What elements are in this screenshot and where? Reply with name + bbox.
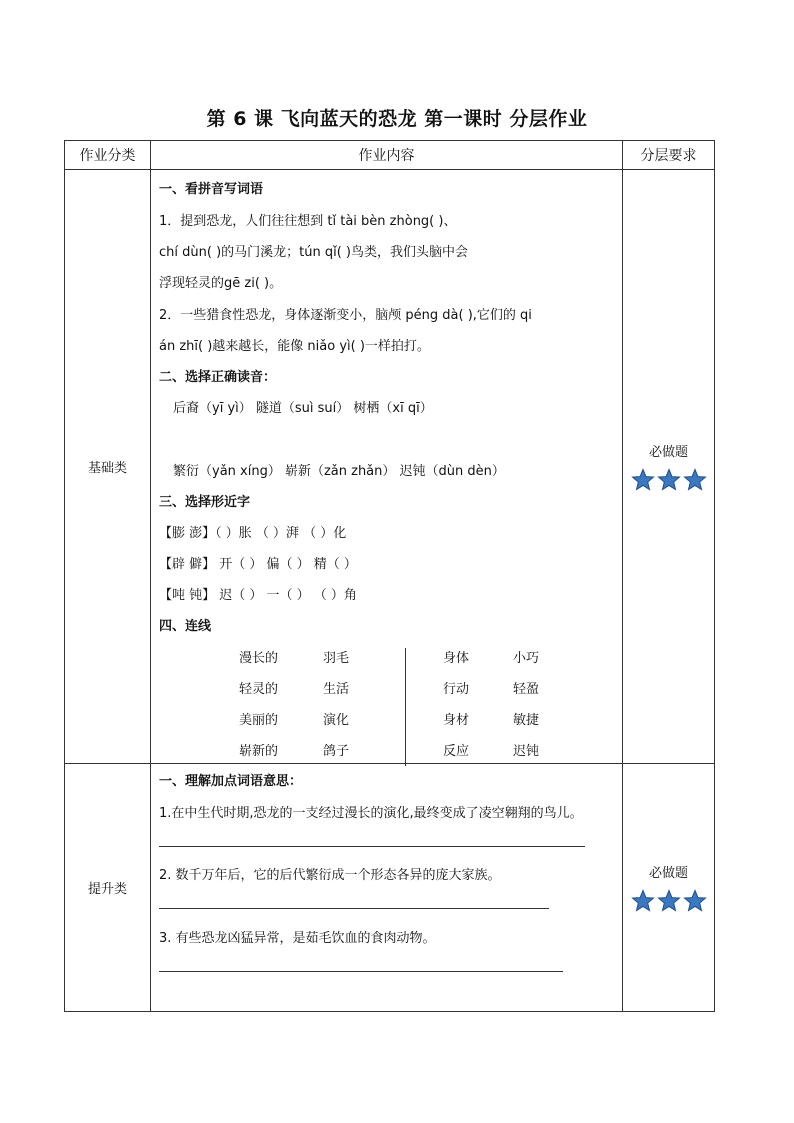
match-right-word: 迟钝: [513, 744, 540, 759]
requirement-label: 必做题: [648, 445, 688, 460]
homework-table: [64, 140, 715, 1012]
section-pronunciation-heading: 二、选择正确读音：: [159, 370, 277, 385]
header-category: 作业分类: [65, 141, 151, 170]
pronunciation-row-1: 后裔（yī yì） 隧道（suì suí） 树栖（xī qī）: [173, 401, 433, 416]
match-right-word: 行动: [443, 682, 470, 697]
meaning-question-1: 1.在中生代时期,恐龙的一支经过漫长的演化,最终变成了凌空翱翔的鸟儿。: [159, 806, 583, 821]
section-matching-heading: 四、连线: [159, 619, 212, 634]
matching-divider: [405, 648, 406, 766]
requirement-label: 必做题: [648, 866, 688, 881]
star-icon: [631, 889, 655, 913]
question-2b: án zhī( )越来越长，能像 niǎo yì( )一样拍打。: [159, 339, 430, 354]
question-1a: 1．提到恐龙，人们往往想到 tǐ tài bèn zhòng( )、: [159, 214, 457, 229]
match-right-word: 身体: [443, 651, 470, 666]
table-header-row: [65, 141, 715, 170]
star-icon: [657, 889, 681, 913]
answer-line: [159, 846, 585, 847]
basic-category: 基础类: [65, 170, 151, 764]
basic-row: [65, 170, 715, 764]
star-icon: [657, 468, 681, 492]
match-right-word: 反应: [443, 744, 470, 759]
star-icon: [631, 468, 655, 492]
section-meaning-heading: 一、理解加点词语意思：: [159, 774, 303, 789]
star-rating: [623, 468, 714, 492]
similar-chars-row-3: 【吨 钝】 迟（ ） 一（ ） （ ）角: [159, 588, 357, 603]
match-right-word: 小巧: [513, 651, 540, 666]
meaning-question-2: 2. 数千万年后，它的后代繁衍成一个形态各异的庞大家族。: [159, 868, 501, 883]
advanced-row: [65, 764, 715, 1012]
advanced-category: 提升类: [65, 764, 151, 1012]
match-left-word: 鸽子: [323, 744, 350, 759]
section-pinyin-heading: 一、看拼音写词语: [159, 182, 264, 197]
match-right-word: 敏捷: [513, 713, 540, 728]
match-left-word: 美丽的: [239, 713, 279, 728]
page-title: 第 6 课 飞向蓝天的恐龙 第一课时 分层作业: [206, 108, 588, 130]
star-icon: [683, 468, 707, 492]
basic-content: [151, 170, 623, 764]
basic-requirement: [623, 170, 715, 764]
match-left-word: 漫长的: [239, 651, 279, 666]
star-rating: [623, 889, 714, 913]
pronunciation-row-2: 繁衍（yǎn xíng） 崭新（zǎn zhǎn） 迟钝（dùn dèn）: [173, 464, 505, 479]
question-1b: chí dùn( )的马门溪龙；tún qǐ( )鸟类，我们头脑中会: [159, 245, 468, 260]
star-icon: [683, 889, 707, 913]
similar-chars-row-1: 【膨 澎】（ ）胀 （ ）湃 （ ）化: [159, 526, 347, 541]
section-similar-chars-heading: 三、选择形近字: [159, 495, 251, 510]
answer-line: [159, 971, 563, 972]
advanced-content: [151, 764, 623, 1012]
match-left-word: 生活: [323, 682, 350, 697]
answer-line: [159, 908, 549, 909]
match-left-word: 演化: [323, 713, 350, 728]
question-1c: 浮现轻灵的gē zi( )。: [159, 276, 283, 291]
question-2a: 2．一些猎食性恐龙，身体逐渐变小，脑颅 péng dà( ),它们的 qi: [159, 308, 532, 323]
match-left-word: 轻灵的: [239, 682, 279, 697]
advanced-requirement: [623, 764, 715, 1012]
match-left-word: 崭新的: [239, 744, 279, 759]
header-requirement: 分层要求: [623, 141, 715, 170]
header-content: 作业内容: [151, 141, 623, 170]
meaning-question-3: 3. 有些恐龙凶猛异常，是茹毛饮血的食肉动物。: [159, 931, 436, 946]
match-right-word: 身材: [443, 713, 470, 728]
match-right-word: 轻盈: [513, 682, 540, 697]
similar-chars-row-2: 【辟 僻】 开（ ） 偏（ ） 精（ ）: [159, 557, 357, 572]
match-left-word: 羽毛: [323, 651, 350, 666]
